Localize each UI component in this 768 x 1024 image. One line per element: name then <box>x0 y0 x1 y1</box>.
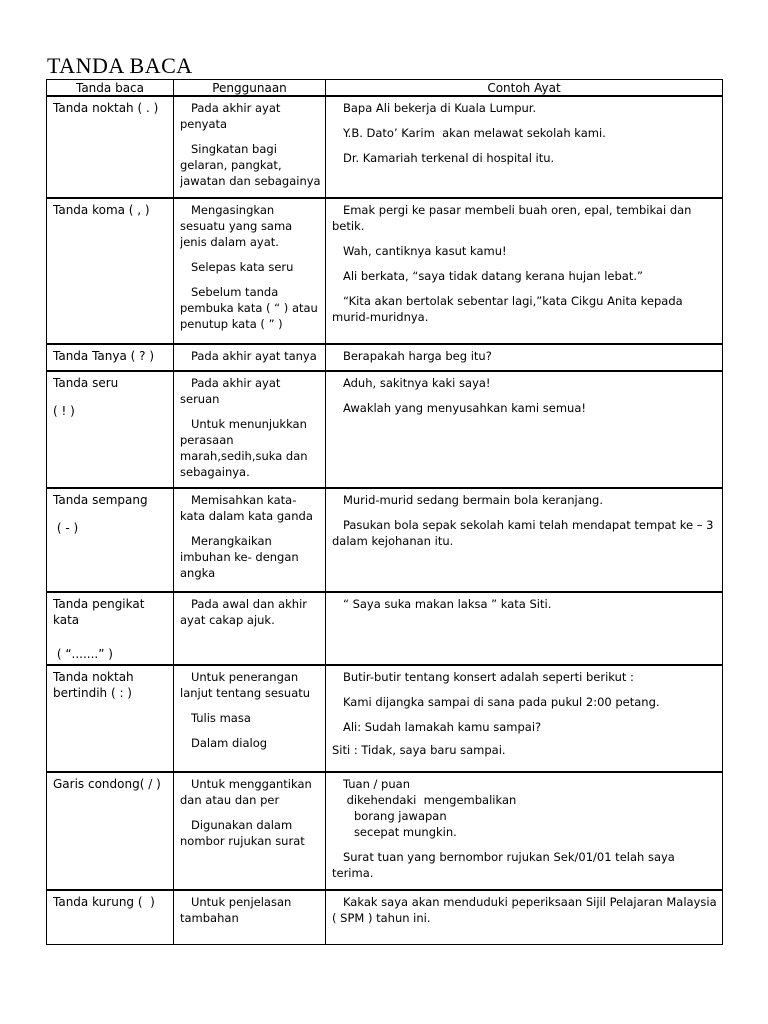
penggunaan-cell <box>174 344 326 371</box>
table-row <box>47 344 723 371</box>
penggunaan-cell <box>174 665 326 772</box>
table-body <box>47 96 723 944</box>
table-row <box>47 890 723 944</box>
contoh-text: Kakak saya akan menduduki peperiksaan Sijil Pelajaran Malaysia ( SPM ) tahun ini. <box>332 895 721 925</box>
penggunaan-text: Selepas kata seru <box>180 260 294 274</box>
tanda-baca-cell <box>47 488 174 592</box>
penggunaan-cell <box>174 772 326 890</box>
penggunaan-text: Tulis masa <box>180 711 251 725</box>
tanda-text: Tanda noktah ( . ) <box>53 101 159 115</box>
contoh-ayat-cell <box>326 488 723 592</box>
penggunaan-text: Merangkaikan imbuhan ke- dengan angka <box>180 534 303 580</box>
contoh-ayat-cell <box>326 371 723 488</box>
contoh-text: Ali berkata, “saya tidak datang kerana hujan lebat.” <box>332 269 643 283</box>
tanda-baca-cell <box>47 890 174 944</box>
table-row <box>47 371 723 488</box>
tanda-baca-cell <box>47 592 174 665</box>
penggunaan-cell <box>174 198 326 344</box>
contoh-ayat-cell <box>326 665 723 772</box>
contoh-text: Pasukan bola sepak sekolah kami telah mendapat tempat ke – 3 dalam kejohanan itu. <box>332 518 718 548</box>
tanda-text: Garis condong( / ) <box>53 777 161 791</box>
tanda-text: ( “.......” ) <box>53 647 113 661</box>
contoh-text: Awaklah yang menyusahkan kami semua! <box>332 401 586 415</box>
contoh-text: Tuan / puan dikehendaki mengembalikan borang jawapan secepat mungkin. <box>342 777 517 839</box>
tanda-baca-cell <box>47 96 174 198</box>
contoh-text: Butir-butir tentang konsert adalah seperti berikut : <box>332 670 634 684</box>
contoh-text: Kami dijangka sampai di sana pada pukul 2:00 petang. <box>332 695 660 709</box>
contoh-ayat-cell <box>326 198 723 344</box>
header-contoh-ayat: Contoh Ayat <box>326 80 723 97</box>
tanda-text: Tanda koma ( , ) <box>53 203 150 217</box>
header-penggunaan: Penggunaan <box>174 80 326 97</box>
tanda-baca-cell <box>47 198 174 344</box>
penggunaan-text: Untuk penerangan lanjut tentang sesuatu <box>180 670 311 700</box>
tanda-text: Tanda kurung ( ) <box>53 895 155 909</box>
penggunaan-text: Digunakan dalam nombor rujukan surat <box>180 818 305 848</box>
penggunaan-text: Pada akhir ayat seruan <box>180 376 285 406</box>
contoh-text: Ali: Sudah lamakah kamu sampai? <box>332 720 542 734</box>
tanda-text: Tanda pengikat kata <box>53 597 149 627</box>
tanda-baca-cell <box>47 344 174 371</box>
penggunaan-cell <box>174 592 326 665</box>
contoh-ayat-cell <box>326 96 723 198</box>
contoh-text: Aduh, sakitnya kaki saya! <box>332 376 491 390</box>
punctuation-table <box>46 79 723 945</box>
contoh-text: Dr. Kamariah terkenal di hospital itu. <box>332 151 555 165</box>
contoh-text: Wah, cantiknya kasut kamu! <box>332 244 507 258</box>
penggunaan-text: Pada akhir ayat tanya <box>180 349 317 363</box>
tanda-baca-cell <box>47 665 174 772</box>
penggunaan-text: Untuk penjelasan tambahan <box>180 895 295 925</box>
penggunaan-cell <box>174 488 326 592</box>
tanda-baca-cell <box>47 371 174 488</box>
tanda-text: ( - ) <box>53 521 79 535</box>
contoh-ayat-cell <box>326 344 723 371</box>
contoh-text: Y.B. Dato’ Karim akan melawat sekolah kami. <box>332 126 606 140</box>
table-row <box>47 488 723 592</box>
table-header-row <box>47 80 723 97</box>
header-tanda-baca: Tanda baca <box>47 80 174 97</box>
table-row <box>47 592 723 665</box>
penggunaan-text: Untuk menunjukkan perasaan marah,sedih,suka dan sebagainya. <box>180 417 312 479</box>
tanda-text: Tanda Tanya ( ? ) <box>53 349 155 363</box>
penggunaan-text: Memisahkan kata-kata dalam kata ganda <box>180 493 313 523</box>
table-row <box>47 198 723 344</box>
penggunaan-cell <box>174 371 326 488</box>
contoh-text: Berapakah harga beg itu? <box>332 349 492 363</box>
contoh-ayat-cell <box>326 772 723 890</box>
contoh-text: “ Saya suka makan laksa ” kata Siti. <box>332 597 552 611</box>
table-row <box>47 96 723 198</box>
contoh-text: Bapa Ali bekerja di Kuala Lumpur. <box>332 101 537 115</box>
contoh-text: Surat tuan yang bernombor rujukan Sek/01/01 telah saya terima. <box>332 850 679 880</box>
contoh-text: Siti : Tidak, saya baru sampai. <box>332 743 506 757</box>
contoh-ayat-cell <box>326 592 723 665</box>
penggunaan-text: Mengasingkan sesuatu yang sama jenis dalam ayat. <box>180 203 296 249</box>
contoh-text: Emak pergi ke pasar membeli buah oren, epal, tembikai dan betik. <box>332 203 696 233</box>
contoh-text: Murid-murid sedang bermain bola keranjang. <box>332 493 603 507</box>
tanda-baca-cell <box>47 772 174 890</box>
table-row <box>47 665 723 772</box>
page-title: TANDA BACA <box>47 53 193 78</box>
penggunaan-text: Dalam dialog <box>180 736 268 750</box>
tanda-text: Tanda seru <box>53 376 119 390</box>
penggunaan-text: Untuk menggantikan dan atau dan per <box>180 777 316 807</box>
tanda-text: Tanda noktah bertindih ( : ) <box>53 670 138 700</box>
tanda-text: ( ! ) <box>53 404 75 418</box>
penggunaan-text: Sebelum tanda pembuka kata ( “ ) atau penutup kata ( ” ) <box>180 285 322 331</box>
penggunaan-text: Pada akhir ayat penyata <box>180 101 285 131</box>
penggunaan-text: Pada awal dan akhir ayat cakap ajuk. <box>180 597 311 627</box>
penggunaan-cell <box>174 890 326 944</box>
contoh-ayat-cell <box>326 890 723 944</box>
penggunaan-cell <box>174 96 326 198</box>
table-row <box>47 772 723 890</box>
penggunaan-text: Singkatan bagi gelaran, pangkat, jawatan dan sebagainya <box>180 142 321 188</box>
tanda-text: Tanda sempang <box>53 493 148 507</box>
contoh-text: “Kita akan bertolak sebentar lagi,”kata Cikgu Anita kepada murid-muridnya. <box>332 294 687 324</box>
